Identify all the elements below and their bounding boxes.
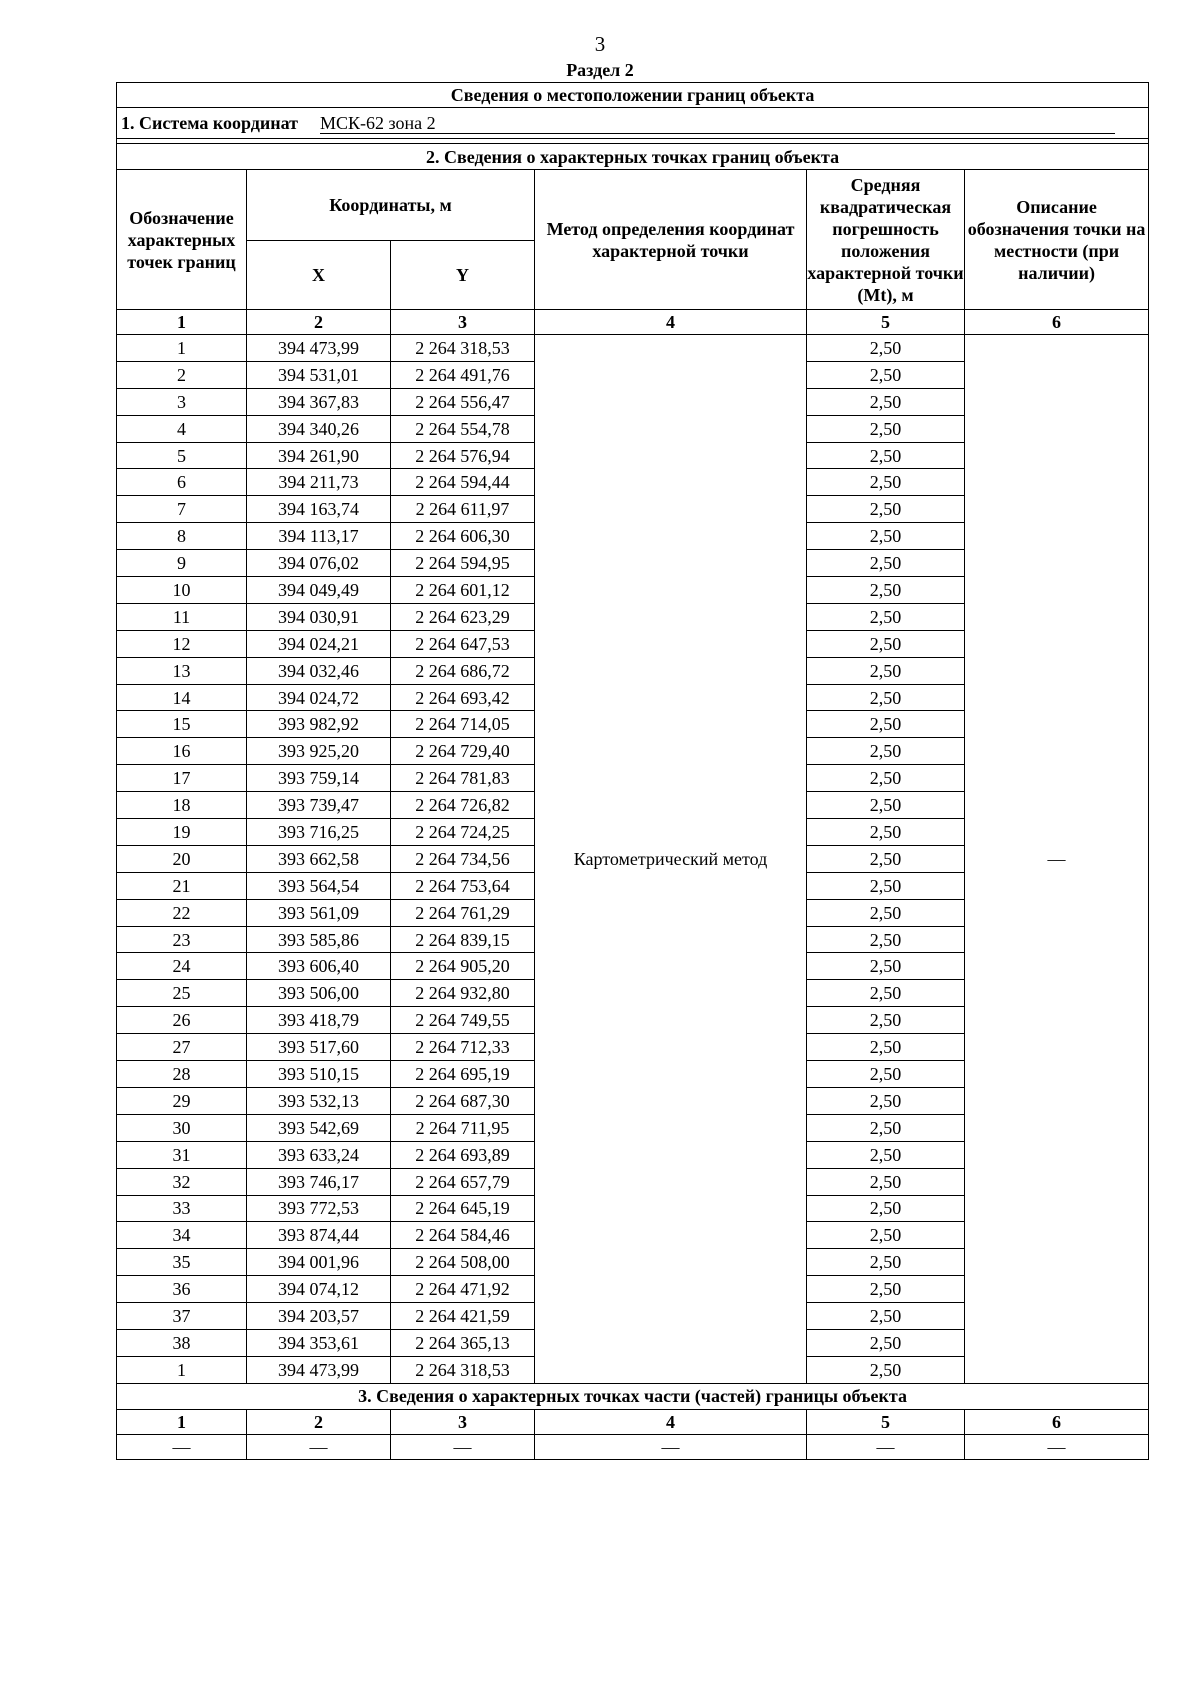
point-number: 31	[117, 1141, 247, 1168]
boundary-table	[116, 82, 1149, 1460]
point-error: 2,50	[807, 845, 965, 872]
section3-column-number: 6	[965, 1409, 1149, 1434]
section3-empty-cell: —	[117, 1434, 247, 1459]
point-y: 2 264 712,33	[391, 1034, 535, 1061]
column-number: 1	[117, 310, 247, 335]
section2-title: 2. Сведения о характерных точках границ объекта	[117, 144, 1149, 170]
column-number: 6	[965, 310, 1149, 335]
column-number: 5	[807, 310, 965, 335]
point-number: 4	[117, 415, 247, 442]
point-number: 27	[117, 1034, 247, 1061]
point-number: 28	[117, 1061, 247, 1088]
point-y: 2 264 753,64	[391, 872, 535, 899]
section-title: Раздел 2	[566, 60, 634, 80]
point-y: 2 264 584,46	[391, 1222, 535, 1249]
point-error: 2,50	[807, 1034, 965, 1061]
point-x: 394 203,57	[247, 1303, 391, 1330]
header-description: Описание обозначения точки на местности (при наличии)	[965, 170, 1149, 310]
point-number: 33	[117, 1195, 247, 1222]
point-y: 2 264 726,82	[391, 792, 535, 819]
point-number: 8	[117, 523, 247, 550]
method-cell: Картометрический метод	[535, 335, 807, 1384]
point-error: 2,50	[807, 738, 965, 765]
point-error: 2,50	[807, 1061, 965, 1088]
point-x: 393 510,15	[247, 1061, 391, 1088]
point-error: 2,50	[807, 577, 965, 604]
point-error: 2,50	[807, 1303, 965, 1330]
point-error: 2,50	[807, 361, 965, 388]
point-number: 6	[117, 469, 247, 496]
point-number: 3	[117, 388, 247, 415]
point-y: 2 264 711,95	[391, 1114, 535, 1141]
point-y: 2 264 365,13	[391, 1329, 535, 1356]
point-error: 2,50	[807, 711, 965, 738]
point-error: 2,50	[807, 1356, 965, 1383]
page-number: 3	[594, 32, 606, 56]
point-y: 2 264 734,56	[391, 845, 535, 872]
point-error: 2,50	[807, 657, 965, 684]
description-cell: —	[965, 335, 1149, 1384]
point-x: 394 024,72	[247, 684, 391, 711]
point-number: 7	[117, 496, 247, 523]
section3-empty-cell: —	[391, 1434, 535, 1459]
header-method: Метод определения координат характерной точки	[535, 170, 807, 310]
point-number: 18	[117, 792, 247, 819]
point-error: 2,50	[807, 980, 965, 1007]
header-coords: Координаты, м	[247, 170, 535, 241]
point-x: 393 982,92	[247, 711, 391, 738]
point-x: 394 049,49	[247, 577, 391, 604]
section3-empty-cell: —	[807, 1434, 965, 1459]
point-y: 2 264 421,59	[391, 1303, 535, 1330]
point-x: 393 606,40	[247, 953, 391, 980]
point-error: 2,50	[807, 953, 965, 980]
point-x: 394 261,90	[247, 442, 391, 469]
point-error: 2,50	[807, 442, 965, 469]
section3-empty-cell: —	[965, 1434, 1149, 1459]
point-y: 2 264 594,44	[391, 469, 535, 496]
point-y: 2 264 714,05	[391, 711, 535, 738]
point-x: 393 874,44	[247, 1222, 391, 1249]
point-number: 20	[117, 845, 247, 872]
point-number: 36	[117, 1276, 247, 1303]
point-x: 393 746,17	[247, 1168, 391, 1195]
point-error: 2,50	[807, 1276, 965, 1303]
point-x: 394 113,17	[247, 523, 391, 550]
point-x: 394 211,73	[247, 469, 391, 496]
header-y: Y	[391, 241, 535, 310]
point-y: 2 264 647,53	[391, 630, 535, 657]
point-error: 2,50	[807, 1007, 965, 1034]
point-error: 2,50	[807, 1087, 965, 1114]
section3-empty-cell: —	[535, 1434, 807, 1459]
coord-system-label: 1. Система координат	[121, 113, 298, 133]
point-error: 2,50	[807, 523, 965, 550]
point-x: 394 030,91	[247, 603, 391, 630]
point-number: 35	[117, 1249, 247, 1276]
point-y: 2 264 749,55	[391, 1007, 535, 1034]
point-number: 26	[117, 1007, 247, 1034]
point-y: 2 264 693,42	[391, 684, 535, 711]
point-number: 23	[117, 926, 247, 953]
column-number: 3	[391, 310, 535, 335]
point-y: 2 264 471,92	[391, 1276, 535, 1303]
point-error: 2,50	[807, 388, 965, 415]
point-x: 393 925,20	[247, 738, 391, 765]
point-error: 2,50	[807, 630, 965, 657]
point-number: 14	[117, 684, 247, 711]
point-number: 19	[117, 819, 247, 846]
point-number: 29	[117, 1087, 247, 1114]
point-error: 2,50	[807, 899, 965, 926]
point-y: 2 264 318,53	[391, 1356, 535, 1383]
point-x: 393 772,53	[247, 1195, 391, 1222]
point-y: 2 264 781,83	[391, 765, 535, 792]
point-y: 2 264 576,94	[391, 442, 535, 469]
point-y: 2 264 695,19	[391, 1061, 535, 1088]
point-x: 393 517,60	[247, 1034, 391, 1061]
point-number: 17	[117, 765, 247, 792]
point-number: 16	[117, 738, 247, 765]
point-number: 30	[117, 1114, 247, 1141]
point-number: 1	[117, 335, 247, 362]
point-error: 2,50	[807, 335, 965, 362]
point-error: 2,50	[807, 872, 965, 899]
point-error: 2,50	[807, 469, 965, 496]
point-error: 2,50	[807, 1222, 965, 1249]
point-number: 22	[117, 899, 247, 926]
point-number: 12	[117, 630, 247, 657]
point-number: 21	[117, 872, 247, 899]
point-y: 2 264 687,30	[391, 1087, 535, 1114]
point-number: 2	[117, 361, 247, 388]
point-number: 9	[117, 550, 247, 577]
point-x: 393 662,58	[247, 845, 391, 872]
point-y: 2 264 623,29	[391, 603, 535, 630]
point-x: 394 074,12	[247, 1276, 391, 1303]
point-y: 2 264 905,20	[391, 953, 535, 980]
point-error: 2,50	[807, 550, 965, 577]
point-x: 394 473,99	[247, 335, 391, 362]
point-x: 393 532,13	[247, 1087, 391, 1114]
point-x: 393 418,79	[247, 1007, 391, 1034]
section3-column-number: 1	[117, 1409, 247, 1434]
point-error: 2,50	[807, 603, 965, 630]
point-x: 394 024,21	[247, 630, 391, 657]
point-number: 37	[117, 1303, 247, 1330]
point-error: 2,50	[807, 1329, 965, 1356]
point-y: 2 264 761,29	[391, 899, 535, 926]
point-error: 2,50	[807, 819, 965, 846]
column-number: 4	[535, 310, 807, 335]
section3-column-number: 3	[391, 1409, 535, 1434]
point-x: 393 739,47	[247, 792, 391, 819]
point-error: 2,50	[807, 1195, 965, 1222]
point-y: 2 264 839,15	[391, 926, 535, 953]
point-x: 394 001,96	[247, 1249, 391, 1276]
point-y: 2 264 491,76	[391, 361, 535, 388]
point-number: 38	[117, 1329, 247, 1356]
section3-title: 3. Сведения о характерных точках части (частей) границы объекта	[117, 1383, 1149, 1409]
table-row	[117, 335, 1149, 362]
point-x: 393 564,54	[247, 872, 391, 899]
point-y: 2 264 657,79	[391, 1168, 535, 1195]
point-x: 394 076,02	[247, 550, 391, 577]
point-number: 5	[117, 442, 247, 469]
point-y: 2 264 686,72	[391, 657, 535, 684]
point-x: 393 759,14	[247, 765, 391, 792]
point-x: 394 531,01	[247, 361, 391, 388]
point-y: 2 264 508,00	[391, 1249, 535, 1276]
point-error: 2,50	[807, 1114, 965, 1141]
point-x: 394 340,26	[247, 415, 391, 442]
point-error: 2,50	[807, 1141, 965, 1168]
coord-system-row	[117, 108, 1149, 139]
point-number: 15	[117, 711, 247, 738]
point-x: 393 585,86	[247, 926, 391, 953]
point-error: 2,50	[807, 792, 965, 819]
point-error: 2,50	[807, 765, 965, 792]
point-number: 11	[117, 603, 247, 630]
point-x: 393 506,00	[247, 980, 391, 1007]
point-y: 2 264 318,53	[391, 335, 535, 362]
point-x: 393 561,09	[247, 899, 391, 926]
point-error: 2,50	[807, 496, 965, 523]
point-x: 393 542,69	[247, 1114, 391, 1141]
point-y: 2 264 554,78	[391, 415, 535, 442]
point-y: 2 264 611,97	[391, 496, 535, 523]
header-error: Средняя квадратическая погрешность положения характерной точки (Mt), м	[807, 170, 965, 310]
point-error: 2,50	[807, 1168, 965, 1195]
section3-empty-cell: —	[247, 1434, 391, 1459]
point-number: 13	[117, 657, 247, 684]
point-x: 394 353,61	[247, 1329, 391, 1356]
point-x: 394 032,46	[247, 657, 391, 684]
point-number: 10	[117, 577, 247, 604]
point-x: 394 473,99	[247, 1356, 391, 1383]
table-title: Сведения о местоположении границ объекта	[117, 83, 1149, 108]
point-y: 2 264 556,47	[391, 388, 535, 415]
section3-column-number: 2	[247, 1409, 391, 1434]
point-error: 2,50	[807, 1249, 965, 1276]
column-number: 2	[247, 310, 391, 335]
point-number: 32	[117, 1168, 247, 1195]
point-y: 2 264 729,40	[391, 738, 535, 765]
point-error: 2,50	[807, 684, 965, 711]
point-y: 2 264 645,19	[391, 1195, 535, 1222]
point-error: 2,50	[807, 415, 965, 442]
point-x: 394 163,74	[247, 496, 391, 523]
section3-column-number: 5	[807, 1409, 965, 1434]
point-number: 1	[117, 1356, 247, 1383]
point-y: 2 264 932,80	[391, 980, 535, 1007]
point-y: 2 264 724,25	[391, 819, 535, 846]
point-x: 394 367,83	[247, 388, 391, 415]
point-number: 25	[117, 980, 247, 1007]
point-number: 24	[117, 953, 247, 980]
header-x: X	[247, 241, 391, 310]
point-x: 393 633,24	[247, 1141, 391, 1168]
point-y: 2 264 601,12	[391, 577, 535, 604]
header-designation: Обозначение характерных точек границ	[117, 170, 247, 310]
point-x: 393 716,25	[247, 819, 391, 846]
section3-column-number: 4	[535, 1409, 807, 1434]
point-y: 2 264 693,89	[391, 1141, 535, 1168]
point-y: 2 264 606,30	[391, 523, 535, 550]
point-y: 2 264 594,95	[391, 550, 535, 577]
point-number: 34	[117, 1222, 247, 1249]
point-error: 2,50	[807, 926, 965, 953]
coord-system-value: МСК-62 зона 2	[320, 113, 1115, 134]
